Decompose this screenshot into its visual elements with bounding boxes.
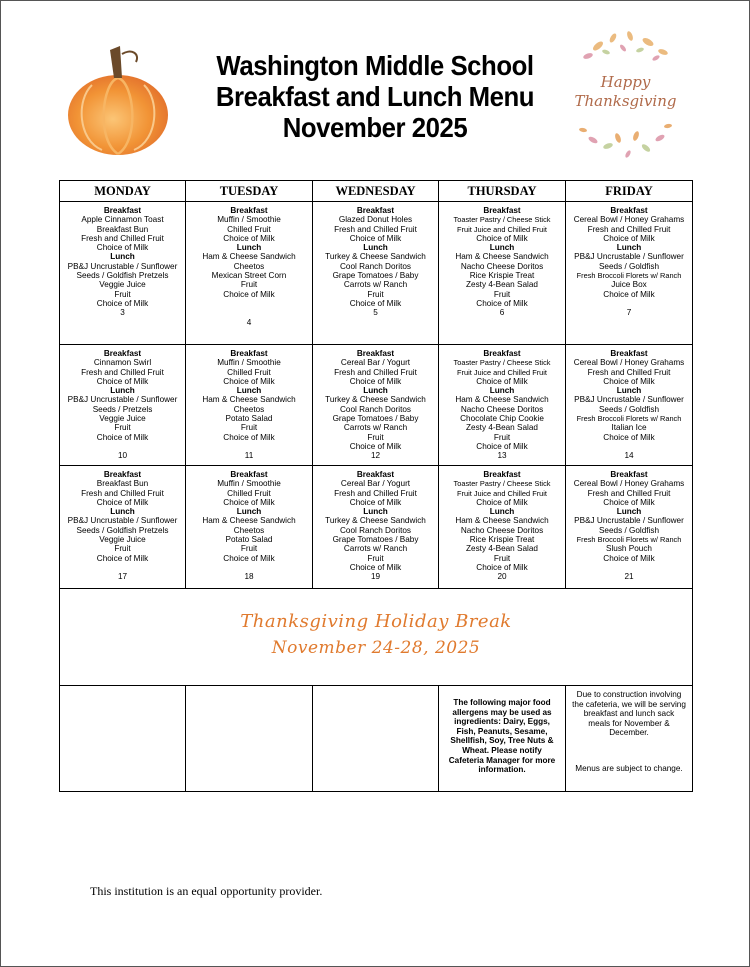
meal-heading: Lunch bbox=[616, 386, 642, 396]
menu-item: Nacho Cheese Doritos bbox=[460, 525, 544, 535]
menu-item: Cereal Bar / Yogurt bbox=[340, 479, 411, 489]
menu-day-cell bbox=[60, 345, 186, 466]
menu-item: Rice Krispie Treat bbox=[469, 535, 535, 545]
day-header-wednesday: WEDNESDAY bbox=[313, 181, 439, 202]
meal-heading: Breakfast bbox=[103, 206, 142, 215]
menu-item: Veggie Juice bbox=[99, 414, 146, 424]
menu-day-cell bbox=[566, 466, 693, 589]
menu-item: Fresh and Chilled Fruit bbox=[81, 233, 164, 243]
menu-item: Fruit bbox=[240, 544, 258, 554]
menu-item: Fruit bbox=[114, 544, 131, 554]
day-number: 13 bbox=[497, 451, 507, 461]
notes-row bbox=[60, 686, 693, 792]
menu-item: Chilled Fruit bbox=[227, 488, 271, 498]
menu-item: Choice of Milk bbox=[96, 376, 149, 386]
meal-heading: Breakfast bbox=[483, 470, 521, 479]
menu-item: Turkey & Cheese Sandwich bbox=[325, 395, 426, 405]
menu-day-content bbox=[439, 202, 565, 318]
meal-heading: Breakfast bbox=[230, 349, 268, 358]
menu-item: Fruit bbox=[114, 423, 131, 433]
menu-item: Cool Ranch Doritos bbox=[340, 525, 411, 535]
day-header-friday: FRIDAY bbox=[566, 181, 693, 202]
menu-item: Cheetos bbox=[233, 404, 265, 414]
day-header-row bbox=[60, 181, 693, 202]
menu-item: Carrots w/ Ranch bbox=[343, 280, 408, 290]
menu-day-cell bbox=[186, 466, 313, 589]
menu-day-content bbox=[186, 466, 312, 582]
meal-heading: Breakfast bbox=[356, 349, 395, 358]
menu-item: Ham & Cheese Sandwich bbox=[202, 252, 296, 262]
title-school: Washington Middle School bbox=[216, 50, 534, 81]
day-number: 19 bbox=[370, 572, 381, 582]
menu-item: Fruit bbox=[367, 553, 384, 563]
subject-to-change-note: Menus are subject to change. bbox=[575, 763, 683, 773]
meal-heading: Lunch bbox=[489, 386, 515, 396]
menu-item: Cheetos bbox=[233, 261, 265, 271]
holiday-title: Thanksgiving Holiday Break bbox=[240, 611, 512, 632]
menu-item: Veggie Juice bbox=[99, 535, 146, 545]
menu-item: Chilled Fruit bbox=[227, 367, 271, 377]
menu-item: Muffin / Smoothie bbox=[217, 479, 281, 489]
menu-day-content bbox=[439, 466, 565, 582]
meal-heading: Lunch bbox=[110, 386, 135, 396]
menu-item: Nacho Cheese Doritos bbox=[460, 404, 544, 414]
meal-heading: Lunch bbox=[236, 386, 262, 396]
day-number: 12 bbox=[370, 451, 381, 461]
happy-thanksgiving-graphic bbox=[568, 28, 683, 168]
spacer bbox=[566, 563, 692, 572]
menu-day-content bbox=[566, 466, 692, 582]
day-number: 4 bbox=[246, 317, 252, 327]
happy-word: Happy bbox=[600, 73, 651, 91]
menu-item: Choice of Milk bbox=[476, 233, 528, 243]
menu-item: Muffin / Smoothie bbox=[217, 358, 281, 368]
menu-item: Toaster Pastry / Cheese Stick bbox=[453, 358, 551, 368]
menu-day-cell bbox=[186, 345, 313, 466]
menu-item: PB&J Uncrustable / Sunflower bbox=[67, 395, 178, 405]
menu-item: Juice Box bbox=[611, 280, 647, 290]
day-number: 14 bbox=[624, 451, 634, 461]
allergen-note: The following major food allergens may be used as ingredients: Dairy, Eggs, Fish, Peanuts, Sesame, Shellfish, Soy, Tree Nuts & Wheat. Please notify Cafeteria Manager for more information. bbox=[448, 698, 556, 775]
empty-cell bbox=[313, 686, 439, 792]
menu-item: Fresh and Chilled Fruit bbox=[81, 367, 164, 377]
meal-heading: Breakfast bbox=[230, 470, 268, 479]
menu-item: Chilled Fruit bbox=[227, 224, 271, 234]
spacer bbox=[60, 563, 185, 572]
menu-item: Choice of Milk bbox=[603, 376, 655, 386]
menu-item: Choice of Milk bbox=[603, 497, 655, 507]
meal-heading: Lunch bbox=[489, 243, 515, 253]
menu-item: Fruit bbox=[240, 423, 258, 433]
menu-item: Choice of Milk bbox=[476, 441, 528, 451]
menu-item: Choice of Milk bbox=[96, 497, 149, 507]
thanksgiving-word: Thanksgiving bbox=[574, 92, 677, 110]
meal-heading: Breakfast bbox=[483, 206, 521, 215]
week-row bbox=[60, 466, 693, 589]
menu-item: Fruit Juice and Chilled Fruit bbox=[457, 224, 547, 234]
day-header-tuesday: TUESDAY bbox=[186, 181, 313, 202]
menu-item: Ham & Cheese Sandwich bbox=[202, 516, 296, 526]
menu-item: PB&J Uncrustable / Sunflower bbox=[574, 395, 684, 405]
menu-item: Turkey & Cheese Sandwich bbox=[325, 252, 426, 262]
page-title bbox=[205, 50, 545, 143]
menu-item: Seeds / Goldfish Pretzels bbox=[76, 271, 169, 281]
menu-item: Choice of Milk bbox=[96, 432, 149, 442]
meal-heading: Lunch bbox=[110, 252, 135, 262]
menu-item: Cheetos bbox=[233, 525, 265, 535]
menu-item: Fruit bbox=[493, 432, 511, 442]
menu-day-content bbox=[60, 466, 185, 582]
menu-item: Ham & Cheese Sandwich bbox=[455, 395, 549, 405]
meal-heading: Breakfast bbox=[483, 349, 521, 358]
day-number: 10 bbox=[117, 451, 128, 461]
menu-item: PB&J Uncrustable / Sunflower bbox=[574, 516, 684, 526]
menu-item: Choice of Milk bbox=[223, 289, 275, 299]
holiday-banner bbox=[60, 589, 693, 686]
day-number: 21 bbox=[624, 572, 634, 582]
menu-item: PB&J Uncrustable / Sunflower bbox=[67, 516, 178, 526]
menu-item: Choice of Milk bbox=[349, 441, 402, 451]
menu-day-content bbox=[186, 202, 312, 327]
menu-item: Choice of Milk bbox=[96, 553, 149, 563]
construction-note: Due to construction involving the cafeteria, we will be serving breakfast and lunch sack meals for November & December. bbox=[572, 690, 686, 738]
menu-item: Ham & Cheese Sandwich bbox=[202, 395, 296, 405]
meal-heading: Breakfast bbox=[610, 349, 648, 358]
menu-item: Carrots w/ Ranch bbox=[343, 423, 408, 433]
menu-item: Breakfast Bun bbox=[96, 224, 149, 234]
day-number: 5 bbox=[373, 308, 378, 318]
day-number: 18 bbox=[244, 572, 254, 582]
menu-item: Fresh Broccoli Florets w/ Ranch bbox=[576, 271, 682, 281]
spacer bbox=[186, 299, 312, 308]
menu-item: Choice of Milk bbox=[223, 233, 275, 243]
menu-item: Chocolate Chip Cookie bbox=[460, 414, 544, 424]
day-number: 3 bbox=[120, 308, 125, 318]
menu-item: Choice of Milk bbox=[603, 432, 655, 442]
menu-item: Fresh and Chilled Fruit bbox=[334, 367, 417, 377]
allergen-note-cell bbox=[439, 686, 566, 792]
empty-cell bbox=[186, 686, 313, 792]
menu-item: Seeds / Pretzels bbox=[92, 404, 153, 414]
meal-heading: Breakfast bbox=[230, 206, 268, 215]
menu-item: Choice of Milk bbox=[349, 497, 402, 507]
spacer bbox=[566, 442, 692, 451]
menu-item: Choice of Milk bbox=[603, 553, 655, 563]
menu-day-content bbox=[566, 202, 692, 318]
menu-item: Toaster Pastry / Cheese Stick bbox=[453, 479, 551, 489]
menu-item: Fresh Broccoli Florets w/ Ranch bbox=[576, 535, 682, 545]
menu-item: PB&J Uncrustable / Sunflower bbox=[574, 252, 684, 262]
holiday-row bbox=[60, 589, 693, 686]
menu-day-content bbox=[566, 345, 692, 461]
menu-item: Choice of Milk bbox=[223, 376, 275, 386]
menu-item: Fruit bbox=[367, 289, 384, 299]
menu-item: Grape Tomatoes / Baby bbox=[332, 414, 419, 424]
menu-item: Fruit bbox=[493, 289, 511, 299]
menu-item: Cinnamon Swirl bbox=[93, 358, 152, 368]
menu-item: Fresh and Chilled Fruit bbox=[334, 488, 417, 498]
spacer bbox=[60, 442, 185, 451]
menu-item: Choice of Milk bbox=[476, 562, 528, 572]
meal-heading: Lunch bbox=[616, 507, 642, 517]
menu-item: Veggie Juice bbox=[99, 280, 146, 290]
menu-item: Fresh and Chilled Fruit bbox=[81, 488, 164, 498]
day-header-monday: MONDAY bbox=[60, 181, 186, 202]
menu-item: Potato Salad bbox=[225, 414, 273, 424]
menu-item: Ham & Cheese Sandwich bbox=[455, 252, 549, 262]
menu-item: Fruit Juice and Chilled Fruit bbox=[457, 488, 547, 498]
menu-item: Choice of Milk bbox=[223, 497, 275, 507]
menu-item: Slush Pouch bbox=[606, 544, 652, 554]
menu-item: Rice Krispie Treat bbox=[469, 271, 535, 281]
menu-item: Fresh and Chilled Fruit bbox=[587, 224, 671, 234]
meal-heading: Breakfast bbox=[356, 470, 395, 479]
menu-item: Potato Salad bbox=[225, 535, 273, 545]
menu-item: Choice of Milk bbox=[223, 432, 275, 442]
menu-item: Fruit bbox=[240, 280, 258, 290]
menu-item: Turkey & Cheese Sandwich bbox=[325, 516, 426, 526]
meal-heading: Lunch bbox=[616, 243, 642, 253]
menu-item: Choice of Milk bbox=[603, 289, 655, 299]
menu-day-content bbox=[313, 466, 438, 582]
menu-item: Fruit Juice and Chilled Fruit bbox=[457, 367, 547, 377]
meal-heading: Lunch bbox=[489, 507, 515, 517]
menu-item: Grape Tomatoes / Baby bbox=[332, 271, 419, 281]
menu-item: Fresh and Chilled Fruit bbox=[587, 367, 671, 377]
happy-thanksgiving-text bbox=[568, 73, 683, 111]
menu-item: Nacho Cheese Doritos bbox=[460, 261, 544, 271]
menu-item: Carrots w/ Ranch bbox=[343, 544, 408, 554]
menu-item: Fresh and Chilled Fruit bbox=[334, 224, 417, 234]
menu-item: Choice of Milk bbox=[349, 233, 402, 243]
meal-heading: Lunch bbox=[236, 243, 262, 253]
menu-day-cell bbox=[60, 466, 186, 589]
menu-item: PB&J Uncrustable / Sunflower bbox=[67, 261, 178, 271]
meal-heading: Breakfast bbox=[103, 349, 142, 358]
menu-item: Cereal Bar / Yogurt bbox=[340, 358, 411, 368]
day-number: 7 bbox=[626, 308, 632, 318]
day-header-thursday: THURSDAY bbox=[439, 181, 566, 202]
menu-item: Choice of Milk bbox=[349, 562, 402, 572]
menu-item: Cool Ranch Doritos bbox=[340, 261, 411, 271]
spacer bbox=[186, 308, 312, 317]
day-number: 11 bbox=[244, 451, 254, 461]
meal-heading: Breakfast bbox=[103, 470, 142, 479]
menu-item: Fresh and Chilled Fruit bbox=[587, 488, 671, 498]
spacer bbox=[186, 442, 312, 451]
menu-item: Zesty 4-Bean Salad bbox=[466, 544, 538, 554]
menu-item: Choice of Milk bbox=[96, 243, 149, 253]
menu-day-cell bbox=[313, 202, 439, 345]
pumpkin-illustration bbox=[62, 40, 177, 160]
menu-item: Choice of Milk bbox=[349, 298, 402, 308]
menu-item: Choice of Milk bbox=[603, 233, 655, 243]
menu-item: Fruit bbox=[493, 553, 511, 563]
menu-item: Italian Ice bbox=[611, 423, 647, 433]
menu-day-cell bbox=[60, 202, 186, 345]
menu-day-cell bbox=[439, 345, 566, 466]
day-number: 17 bbox=[117, 572, 128, 582]
menu-day-cell bbox=[313, 345, 439, 466]
menu-item: Choice of Milk bbox=[476, 376, 528, 386]
menu-day-content bbox=[60, 345, 185, 461]
spacer bbox=[566, 299, 692, 308]
meal-heading: Breakfast bbox=[356, 206, 395, 215]
meal-heading: Lunch bbox=[363, 243, 388, 253]
menu-item: Apple Cinnamon Toast bbox=[81, 215, 164, 225]
meal-heading: Lunch bbox=[363, 507, 388, 517]
menu-item: Muffin / Smoothie bbox=[217, 215, 281, 225]
day-number: 20 bbox=[497, 572, 507, 582]
menu-item: Seeds / Goldfish bbox=[598, 404, 660, 414]
menu-item: Choice of Milk bbox=[476, 497, 528, 507]
week-row bbox=[60, 202, 693, 345]
menu-day-content bbox=[313, 202, 438, 318]
menu-item: Seeds / Goldfish Pretzels bbox=[76, 525, 169, 535]
title-month: November 2025 bbox=[282, 112, 468, 143]
menu-item: Cool Ranch Doritos bbox=[340, 404, 411, 414]
spacer bbox=[186, 563, 312, 572]
menu-item: Breakfast Bun bbox=[96, 479, 149, 489]
menu-table bbox=[59, 180, 693, 792]
menu-item: Seeds / Goldfish bbox=[598, 261, 660, 271]
menu-item: Cereal Bowl / Honey Grahams bbox=[573, 358, 685, 368]
footer-statement: This institution is an equal opportunity provider. bbox=[90, 884, 323, 898]
menu-item: Mexican Street Corn bbox=[211, 271, 287, 281]
construction-note-cell bbox=[566, 686, 693, 792]
menu-item: Cereal Bowl / Honey Grahams bbox=[573, 479, 685, 489]
day-number: 6 bbox=[499, 308, 505, 318]
menu-day-content bbox=[186, 345, 312, 461]
menu-day-content bbox=[60, 202, 185, 318]
menu-item: Seeds / Goldfish bbox=[598, 525, 660, 535]
menu-item: Grape Tomatoes / Baby bbox=[332, 535, 419, 545]
menu-day-content bbox=[313, 345, 438, 461]
meal-heading: Breakfast bbox=[610, 470, 648, 479]
meal-heading: Lunch bbox=[363, 386, 388, 396]
week-row bbox=[60, 345, 693, 466]
meal-heading: Lunch bbox=[236, 507, 262, 517]
menu-day-cell bbox=[313, 466, 439, 589]
menu-day-cell bbox=[566, 345, 693, 466]
menu-item: Glazed Donut Holes bbox=[338, 215, 413, 225]
menu-day-cell bbox=[186, 202, 313, 345]
menu-item: Cereal Bowl / Honey Grahams bbox=[573, 215, 685, 225]
menu-item: Fruit bbox=[367, 432, 384, 442]
menu-day-content bbox=[439, 345, 565, 461]
menu-day-cell bbox=[439, 466, 566, 589]
title-menu: Breakfast and Lunch Menu bbox=[215, 81, 535, 112]
menu-item: Choice of Milk bbox=[476, 298, 528, 308]
empty-cell bbox=[60, 686, 186, 792]
meal-heading: Lunch bbox=[110, 507, 135, 517]
menu-item: Fresh Broccoli Florets w/ Ranch bbox=[576, 414, 682, 424]
menu-item: Toaster Pastry / Cheese Stick bbox=[453, 215, 551, 225]
meal-heading: Breakfast bbox=[610, 206, 648, 215]
menu-item: Ham & Cheese Sandwich bbox=[455, 516, 549, 526]
menu-day-cell bbox=[439, 202, 566, 345]
menu-item: Zesty 4-Bean Salad bbox=[466, 423, 538, 433]
menu-item: Choice of Milk bbox=[96, 298, 149, 308]
menu-item: Zesty 4-Bean Salad bbox=[466, 280, 538, 290]
menu-item: Fruit bbox=[114, 289, 131, 299]
menu-day-cell bbox=[566, 202, 693, 345]
menu-item: Choice of Milk bbox=[223, 553, 275, 563]
menu-item: Choice of Milk bbox=[349, 376, 402, 386]
holiday-dates: November 24-28, 2025 bbox=[271, 638, 481, 658]
